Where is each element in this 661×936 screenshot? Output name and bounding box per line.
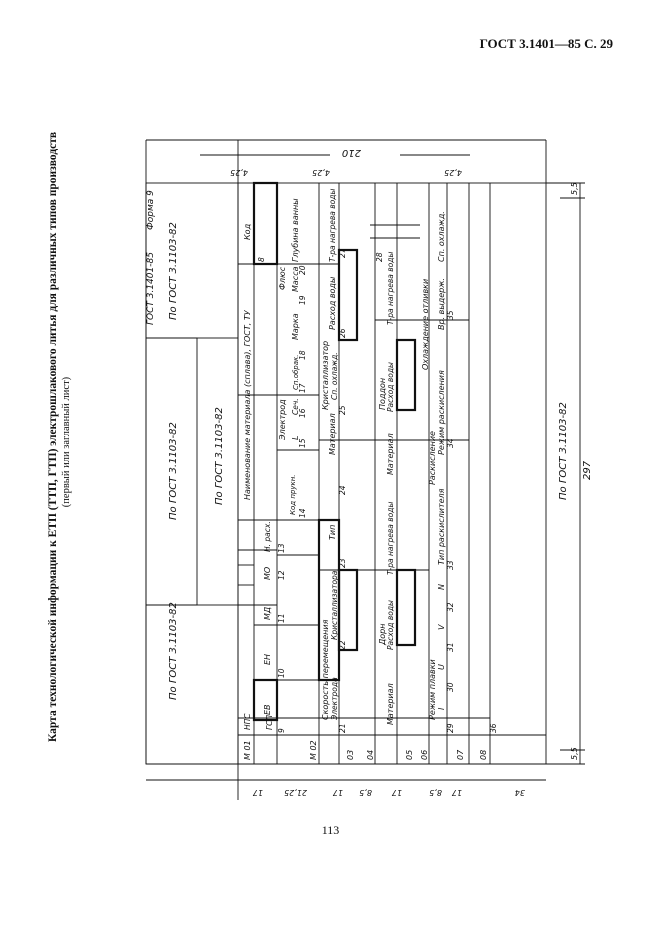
label-ref-1: По ГОСТ 3.1103-82: [168, 602, 179, 700]
label-material-1: Материал: [328, 413, 337, 455]
row-code-3: 04: [366, 749, 375, 760]
dim-55-a: 5,5: [570, 182, 579, 195]
label-spohl: Сп. охлажд.: [437, 211, 446, 262]
label-tnagr-3: Т-ра нагрева воды: [386, 251, 395, 325]
label-ref-4: По ГОСТ 3.1103-82: [168, 222, 179, 320]
fn-28: 28: [375, 252, 384, 262]
fn-13: 13: [277, 543, 286, 553]
fn-25: 25: [338, 405, 347, 415]
dim-height: 297: [582, 460, 593, 480]
label-u: U: [437, 664, 446, 670]
label-rashod-3: Расход воды: [386, 362, 395, 412]
label-naim: Наименование материала (сплава), ГОСТ, ТУ: [243, 310, 252, 500]
label-v: V: [437, 624, 446, 630]
fn-34: 34: [446, 438, 455, 448]
label-gost: ГОСТ 3.1401-85: [146, 252, 156, 325]
label-regime: Режим плавки: [428, 659, 437, 720]
label-ref-5: По ГОСТ 3.1103-82: [558, 402, 569, 500]
fn-10: 10: [277, 668, 286, 678]
label-sech: Сеч.: [291, 398, 300, 415]
label-vrvyd: Вр. выдерж.: [437, 278, 446, 330]
fn-16: 16: [298, 408, 307, 418]
fn-35: 35: [446, 310, 455, 320]
dim-17-c: 17: [391, 788, 402, 797]
row-code-4: 05: [405, 749, 414, 760]
fn-29: 29: [446, 723, 455, 733]
document-subtitle: (первый или заглавный лист): [61, 376, 73, 508]
label-kristall: Кристаллизатора: [330, 570, 339, 640]
fn-21: 21: [338, 723, 347, 733]
dim-17-d: 17: [451, 788, 462, 797]
fn-18: 18: [298, 350, 307, 360]
fn-22: 22: [338, 640, 347, 650]
label-i: I: [437, 707, 446, 710]
label-tnagr-1: Т-ра нагрева воды: [328, 188, 337, 262]
fn-19: 19: [298, 295, 307, 305]
dim-width: 210: [341, 147, 361, 158]
row-code-2: 03: [346, 749, 355, 760]
row-code-5: 06: [420, 749, 429, 760]
fn-15: 15: [298, 438, 307, 448]
label-rashod-1: Расход воды: [328, 276, 337, 330]
label-sposob2: Сп. охлажд.: [330, 352, 339, 400]
page-header: ГОСТ 3.1401—85 С. 29: [479, 36, 613, 51]
label-kodprukn: Код прукн.: [289, 474, 297, 515]
dim-85-b: 8,5: [429, 788, 442, 797]
dim-55-b: 5,5: [570, 747, 579, 760]
page-number: 113: [321, 823, 340, 837]
fn-27: 27: [338, 248, 347, 258]
label-rashod-2: Расход воды: [386, 600, 395, 650]
label-poddon: Поддон: [378, 377, 387, 410]
row-code-0: М 01: [243, 740, 252, 760]
label-skorost: Скорость перемещения: [321, 619, 330, 720]
label-raskislenie: Раскисление: [428, 431, 437, 485]
label-rrask: Режим раскисления: [437, 370, 446, 455]
fn-30: 30: [446, 682, 455, 692]
label-en: ЕН: [263, 653, 272, 665]
dim-17-b: 17: [332, 788, 343, 797]
label-kod: Код: [243, 223, 252, 240]
fn-14: 14: [298, 508, 307, 518]
label-sposob: Сп.обрак.: [292, 354, 300, 390]
label-forma: Форма 9: [146, 190, 156, 230]
label-tip: Тип: [328, 524, 337, 540]
label-tnagr-2: Т-ра нагрева воды: [386, 501, 395, 575]
label-n: N: [437, 584, 446, 590]
row-code-1: М 02: [309, 740, 318, 760]
label-dorn: Дорн: [378, 623, 387, 645]
form-frame: [146, 140, 585, 800]
label-material-3: Материал: [386, 433, 395, 475]
label-md: МД: [263, 606, 272, 620]
fn-32: 32: [446, 602, 455, 612]
dim-2125: 21,25: [284, 788, 307, 797]
label-kristallizator: Кристаллизатор: [321, 340, 330, 410]
label-glubina: Глубина ванны: [291, 198, 300, 262]
fn-23: 23: [338, 558, 347, 568]
label-ohl: Охлаждение отливки: [421, 278, 430, 370]
dim-425-a: 4,25: [230, 168, 248, 177]
label-flus: Флюс: [278, 266, 287, 290]
form-labels: [146, 147, 593, 797]
dim-425-c: 4,25: [444, 168, 462, 177]
label-massa: Масса: [291, 266, 300, 292]
dim-425-b: 4,25: [312, 168, 330, 177]
fn-26: 26: [338, 328, 347, 338]
row-extra-0: НПС: [243, 713, 252, 730]
row-extra-1: ГСП: [265, 714, 274, 730]
fn-8: 8: [257, 257, 266, 262]
label-marka: Марка: [291, 313, 300, 340]
label-nrash: Н. расх.: [263, 521, 272, 552]
label-elektrod: Электрод: [278, 399, 287, 440]
label-material-2: Материал: [386, 683, 395, 725]
fn-31: 31: [446, 642, 455, 652]
dim-85-a: 8,5: [359, 788, 372, 797]
row-code-6: 07: [456, 749, 465, 760]
label-tipr: Тип раскислителя: [437, 488, 446, 565]
label-ref-2: По ГОСТ 3.1103-82: [168, 422, 179, 520]
label-el-grp: Электрода: [330, 677, 339, 720]
fn-20: 20: [298, 265, 307, 275]
fn-11: 11: [277, 613, 286, 623]
document-title: Карта технологической информации к ЕТП (ТТП, ГТП) электрошлакового литья для различных типов производств: [47, 131, 59, 742]
dim-34: 34: [514, 788, 525, 797]
label-mo: МО: [263, 566, 272, 580]
fn-9: 9: [277, 728, 286, 733]
fn-17: 17: [298, 383, 307, 393]
fn-36: 36: [489, 723, 498, 733]
label-ev: ЕВ: [263, 704, 272, 715]
fn-33: 33: [446, 560, 455, 570]
row-code-7: 08: [479, 749, 488, 760]
fn-12: 12: [277, 570, 286, 580]
fn-24: 24: [338, 485, 347, 495]
label-ref-3: По ГОСТ 3.1103-82: [214, 407, 225, 505]
dim-17-a: 17: [252, 788, 263, 797]
label-l: L: [291, 435, 300, 440]
